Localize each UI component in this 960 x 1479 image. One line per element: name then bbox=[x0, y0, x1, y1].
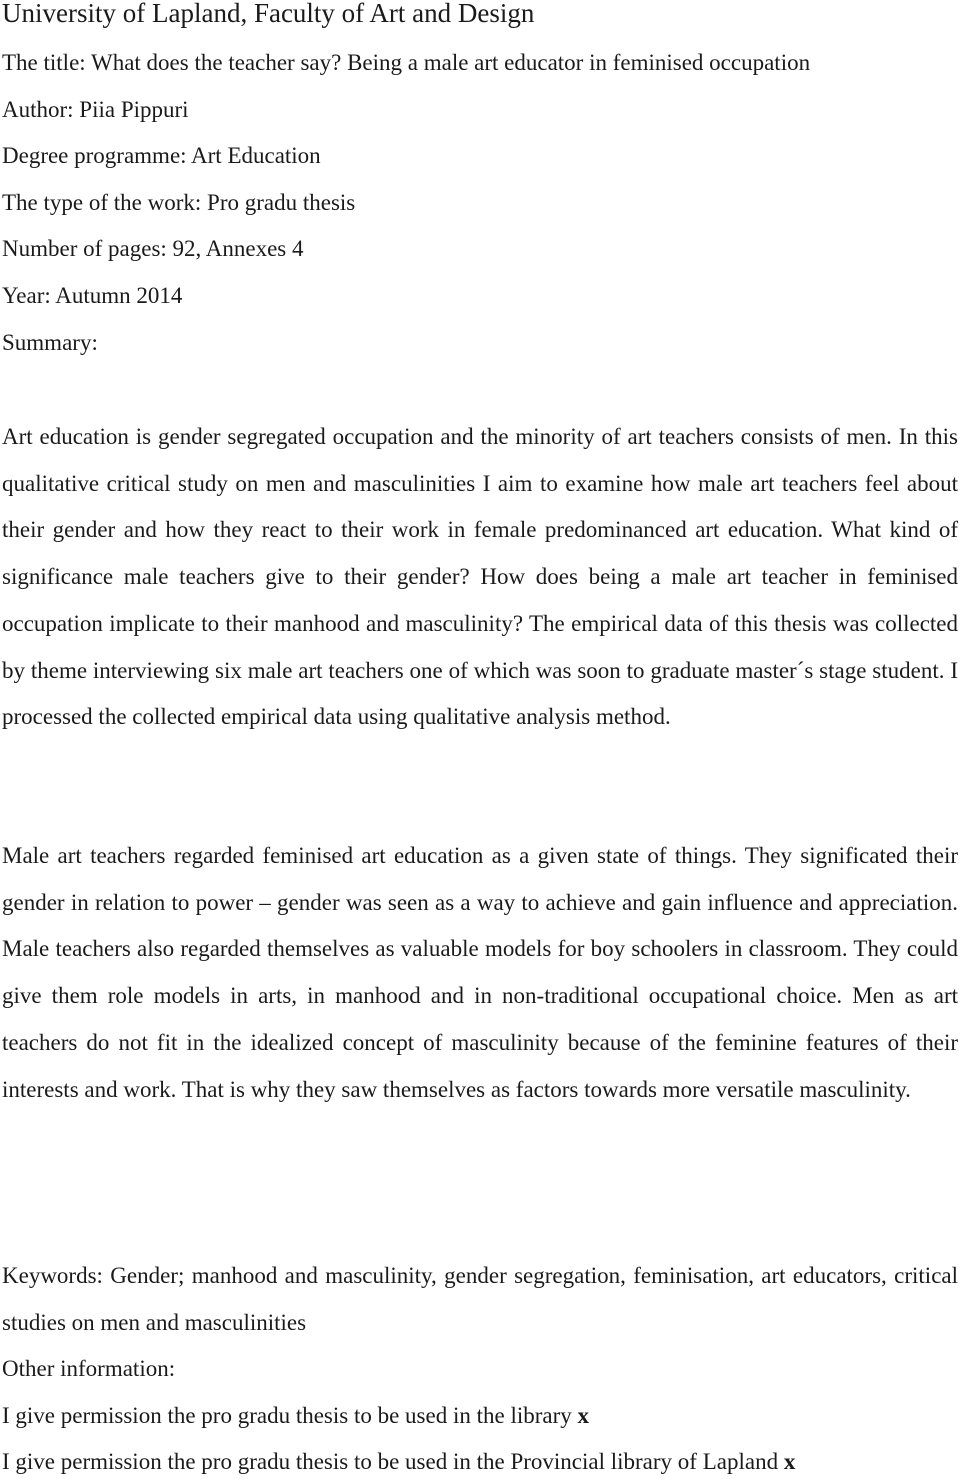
permission-library-mark: x bbox=[577, 1403, 590, 1428]
degree-line: Degree programme: Art Education bbox=[2, 143, 321, 168]
permission-library-text: I give permission the pro gradu thesis to be used in the library bbox=[2, 1403, 572, 1428]
thesis-title: The title: What does the teacher say? Being a male art educator in feminised occupation bbox=[2, 50, 811, 75]
permission-provincial-text: I give permission the pro gradu thesis to be used in the Provincial library of Lapland bbox=[2, 1449, 779, 1474]
other-info-label: Other information: bbox=[2, 1356, 176, 1381]
summary-paragraph-2: Male art teachers regarded feminised art education as a given state of things. They significated their gender in relation to power – gender was seen as a way to achieve and gain influence and appreciation. Male teachers also regarded themselves as valuable models for boy schoolers in classroom. They could give them role models in arts, in manhood and in non-traditional occupational choice. Men as art teachers do not fit in the idealized concept of masculinity because of the feminine features of their interests and work. That is why they saw themselves as factors towards more versatile masculinity. bbox=[2, 843, 958, 1102]
keywords-paragraph: Keywords: Gender; manhood and masculinity, gender segregation, feminisation, art educators, critical studies on men and masculinities bbox=[2, 1263, 958, 1335]
author-line: Author: Piia Pippuri bbox=[2, 97, 189, 122]
year-line: Year: Autumn 2014 bbox=[2, 283, 183, 308]
summary-paragraph-1: Art education is gender segregated occupation and the minority of art teachers consists of men. In this qualitative critical study on men and masculinities I aim to examine how male art teachers feel about their gender and how they react to their work in female predominanced art education. What kind of significance male teachers give to their gender? How does being a male art teacher in feminised occupation implicate to their manhood and masculinity? The empirical data of this thesis was collected by theme interviewing six male art teachers one of which was soon to graduate master´s stage student. I processed the collected empirical data using qualitative analysis method. bbox=[2, 424, 958, 730]
permission-provincial-mark: x bbox=[783, 1449, 796, 1474]
university-heading: University of Lapland, Faculty of Art and Design bbox=[2, 0, 535, 28]
work-type-line: The type of the work: Pro gradu thesis bbox=[2, 190, 356, 215]
pages-line: Number of pages: 92, Annexes 4 bbox=[2, 236, 304, 261]
summary-label: Summary: bbox=[2, 330, 98, 355]
permission-provincial-line bbox=[2, 1449, 795, 1475]
permission-library-line bbox=[2, 1403, 589, 1429]
